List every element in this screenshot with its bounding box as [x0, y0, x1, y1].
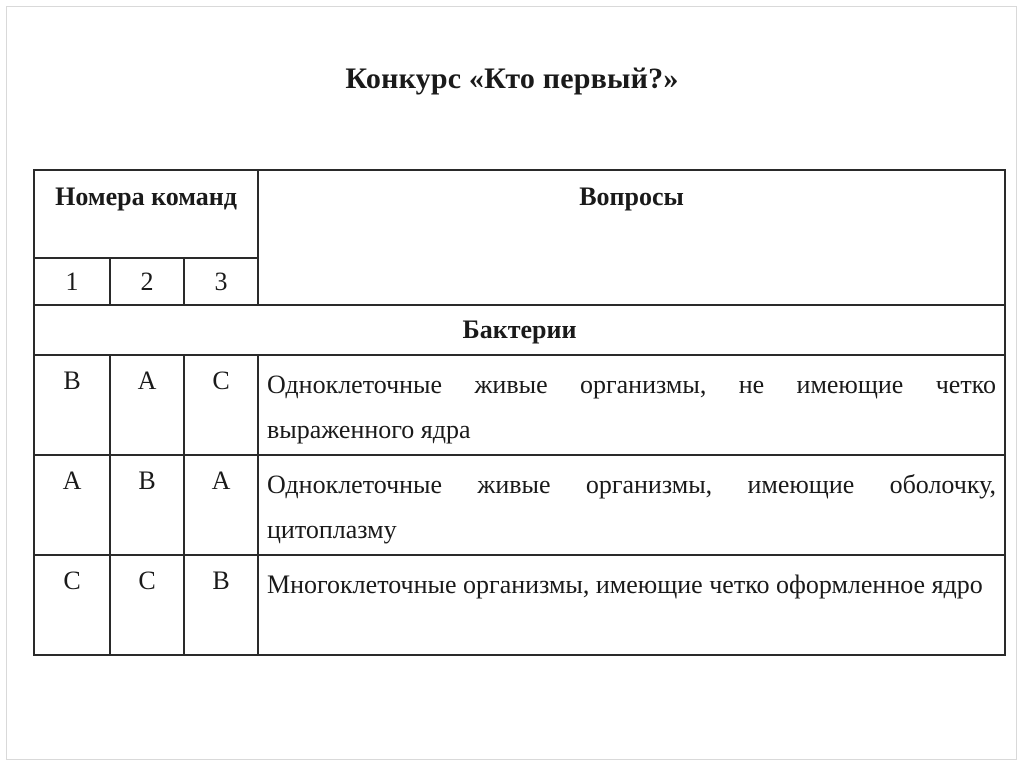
question-text: Одноклеточные живые организмы, не имеющие четко выраженного ядра — [258, 355, 1005, 455]
section-row — [34, 305, 1005, 355]
answer-team-2: A — [110, 355, 184, 455]
table-row — [34, 455, 1005, 555]
questions-header: Вопросы — [258, 170, 1005, 305]
section-title: Бактерии — [34, 305, 1005, 355]
answer-team-3: A — [184, 455, 258, 555]
team-number-3: 3 — [184, 258, 258, 305]
team-number-1: 1 — [34, 258, 110, 305]
page-title: Конкурс «Кто первый?» — [345, 62, 679, 95]
answer-team-2: C — [110, 555, 184, 655]
table-row — [34, 555, 1005, 655]
answer-team-1: A — [34, 455, 110, 555]
team-number-2: 2 — [110, 258, 184, 305]
answer-team-2: B — [110, 455, 184, 555]
answer-team-3: B — [184, 555, 258, 655]
teams-header: Номера команд — [34, 170, 258, 258]
answer-team-1: C — [34, 555, 110, 655]
answer-team-3: C — [184, 355, 258, 455]
question-text: Одноклеточные живые организмы, имеющие оболочку, цитоплазму — [258, 455, 1005, 555]
table-row — [34, 355, 1005, 455]
question-text: Многоклеточные организмы, имеющие четко оформленное ядро — [258, 555, 1005, 655]
header-row — [34, 170, 1005, 258]
answer-team-1: B — [34, 355, 110, 455]
quiz-table — [33, 169, 1006, 656]
